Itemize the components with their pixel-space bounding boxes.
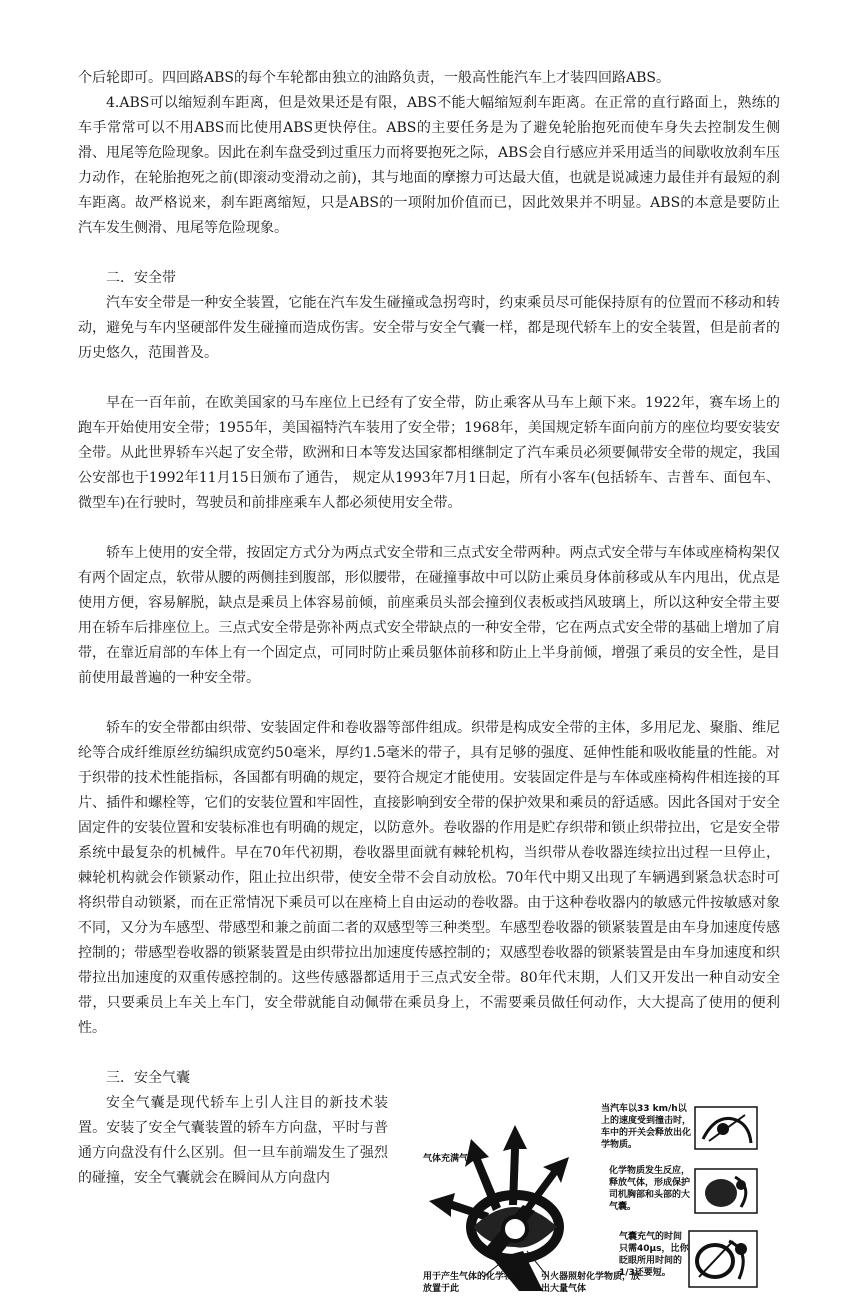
airbag-diagram (423, 1101, 780, 1296)
spacer (78, 241, 780, 266)
paragraph-abs-braking-distance: 4.ABS可以缩短刹车距离，但是效果还是有限，ABS不能大幅缩短刹车距离。在正常的直行路面上，熟练的车手常常可以不用ABS而比使用ABS更快停住。ABS的主要任务是为了避免轮胎抱死而使车身失去控制发生侧滑、甩尾等危险现象。因此在刹车盘受到过重压力而将要抱死之际，ABS会自行感应并采用适当的间歇收放刹车压力动作，在轮胎抱死之前(即滚动变滑动之前)，其与地面的摩擦力可达最大值，也就是说减速力最佳并有最短的刹车距离。故严格说来，刹车距离缩短，只是ABS的一项附加价值而已，因此效果并不明显。ABS的本意是要防止汽车发生侧滑、甩尾等危险现象。 (78, 95, 780, 236)
label-inflate: 气体充满气囊 (423, 1154, 478, 1164)
spacer (78, 366, 780, 391)
spacer (78, 516, 780, 541)
label-step-1: 当汽车以33 km/h以上的速度受到撞击时，车中的开关会释放出化学物质。 (601, 1104, 692, 1150)
label-igniter: 引火器照射化学物质，放出大量气体 (541, 1272, 641, 1294)
airbag-section (78, 1091, 780, 1294)
paragraph-abs-rear-wheels: 个后轮即可。四回路ABS的每个车轮都由独立的油路负责，一般高性能汽车上才装四回路ABS。 (78, 70, 670, 86)
section-heading-airbag: 三．安全气囊 (106, 1070, 190, 1086)
section-heading-seatbelt: 二．安全带 (106, 270, 176, 286)
label-step-2: 化学物质发生反应，释放气体，形成保护司机胸部和头部的大气囊。 (609, 1166, 691, 1212)
label-step-3: 气囊充气的时间只需40μs，比你眨眼所用时间的1/3还要短。 (619, 1232, 689, 1278)
document-page (78, 66, 780, 1294)
spacer (78, 691, 780, 716)
spacer (78, 1041, 780, 1066)
paragraph-airbag-intro: 安全气囊是现代轿车上引人注目的新技术装置。安装了安全气囊装置的轿车方向盘，平时与普通方向盘没有什么区别。但一旦车前端发生了强烈的碰撞，安全气囊就会在瞬间从方向盘内 (78, 1095, 388, 1186)
step-1-icon (695, 1107, 757, 1149)
step-3-icon (689, 1231, 757, 1287)
label-chemicals: 用于产生气体的化学物质放置于此 (423, 1272, 523, 1294)
paragraph-seatbelt-components: 轿车的安全带都由织带、安装固定件和卷收器等部件组成。织带是构成安全带的主体，多用尼龙、聚脂、维尼纶等合成纤维原丝纺编织成宽约50毫米，厚约1.5毫米的带子，具有足够的强度、延伸性能和吸收能量的性能。对于织带的技术性能指标，各国都有明确的规定，要符合规定才能使用。安装固定件是与车体或座椅构件相连接的耳片、插件和螺栓等，它们的安装位置和牢固性，直接影响到安全带的保护效果和乘员的舒适感。因此各国对于安全固定件的安装位置和安装标准也有明确的规定，以防意外。卷收器的作用是贮存织带和锁止织带拉出，它是安全带系统中最复杂的机械件。早在70年代初期，卷收器里面就有棘轮机构，当织带从卷收器连续拉出过程一旦停止，棘轮机构就会作锁紧动作，阻止拉出织带，使安全带不会自动放松。70年代中期又出现了车辆遇到紧急状态时可将织带自动锁紧，而在正常情况下乘员可以在座椅上自由运动的卷收器。由于这种卷收器内的敏感元件按敏感对象不同，又分为车感型、带感型和兼之前面二者的双感型等三种类型。车感型卷收器的锁紧装置是由车身加速度传感控制的；带感型卷收器的锁紧装置是由织带拉出加速度传感控制的；双感型卷收器的锁紧装置是由车身加速度和织带拉出加速度的双重传感控制的。这些传感器都适用于三点式安全带。80年代末期，人们又开发出一种自动安全带，只要乘员上车关上车门，安全带就能自动佩带在乘员身上，不需要乘员做任何动作，大大提高了使用的便利性。 (78, 720, 780, 1036)
step-2-icon (695, 1169, 757, 1213)
paragraph-seatbelt-history: 早在一百年前，在欧美国家的马车座位上已经有了安全带，防止乘客从马车上颠下来。1922年，赛车场上的跑车开始使用安全带；1955年，美国福特汽车装用了安全带；1968年，美国规定轿车面向前方的座位均要安装安全带。从此世界轿车兴起了安全带，欧洲和日本等发达国家都相继制定了汽车乘员必须要佩带安全带的规定，我国公安部也于1992年11月15日颁布了通告， 规定从1993年7月1日起，所有小客车(包括轿车、吉普车、面包车、微型车)在行驶时，驾驶员和前排座乘车人都必须使用安全带。 (78, 395, 780, 511)
paragraph-seatbelt-types: 轿车上使用的安全带，按固定方式分为两点式安全带和三点式安全带两种。两点式安全带与车体或座椅构架仅有两个固定点，软带从腰的两侧挂到腹部，形似腰带，在碰撞事故中可以防止乘员身体前移或从车内甩出，优点是使用方便，容易解脱，缺点是乘员上体容易前倾，前座乘员头部会撞到仪表板或挡风玻璃上，所以这种安全带主要用在轿车后排座位上。三点式安全带是弥补两点式安全带缺点的一种安全带，它在两点式安全带的基础上增加了肩带，在靠近肩部的车体上有一个固定点，可同时防止乘员躯体前移和防止上半身前倾，增强了乘员的安全性，是目前使用最普遍的一种安全带。 (78, 545, 780, 686)
airbag-text-column (78, 1091, 388, 1191)
paragraph-seatbelt-intro: 汽车安全带是一种安全装置，它能在汽车发生碰撞或急拐弯时，约束乘员尽可能保持原有的位置而不移动和转动，避免与车内坚硬部件发生碰撞而造成伤害。安全带与安全气囊一样，都是现代轿车上的安全装置，但是前者的历史悠久，范围普及。 (78, 295, 780, 361)
